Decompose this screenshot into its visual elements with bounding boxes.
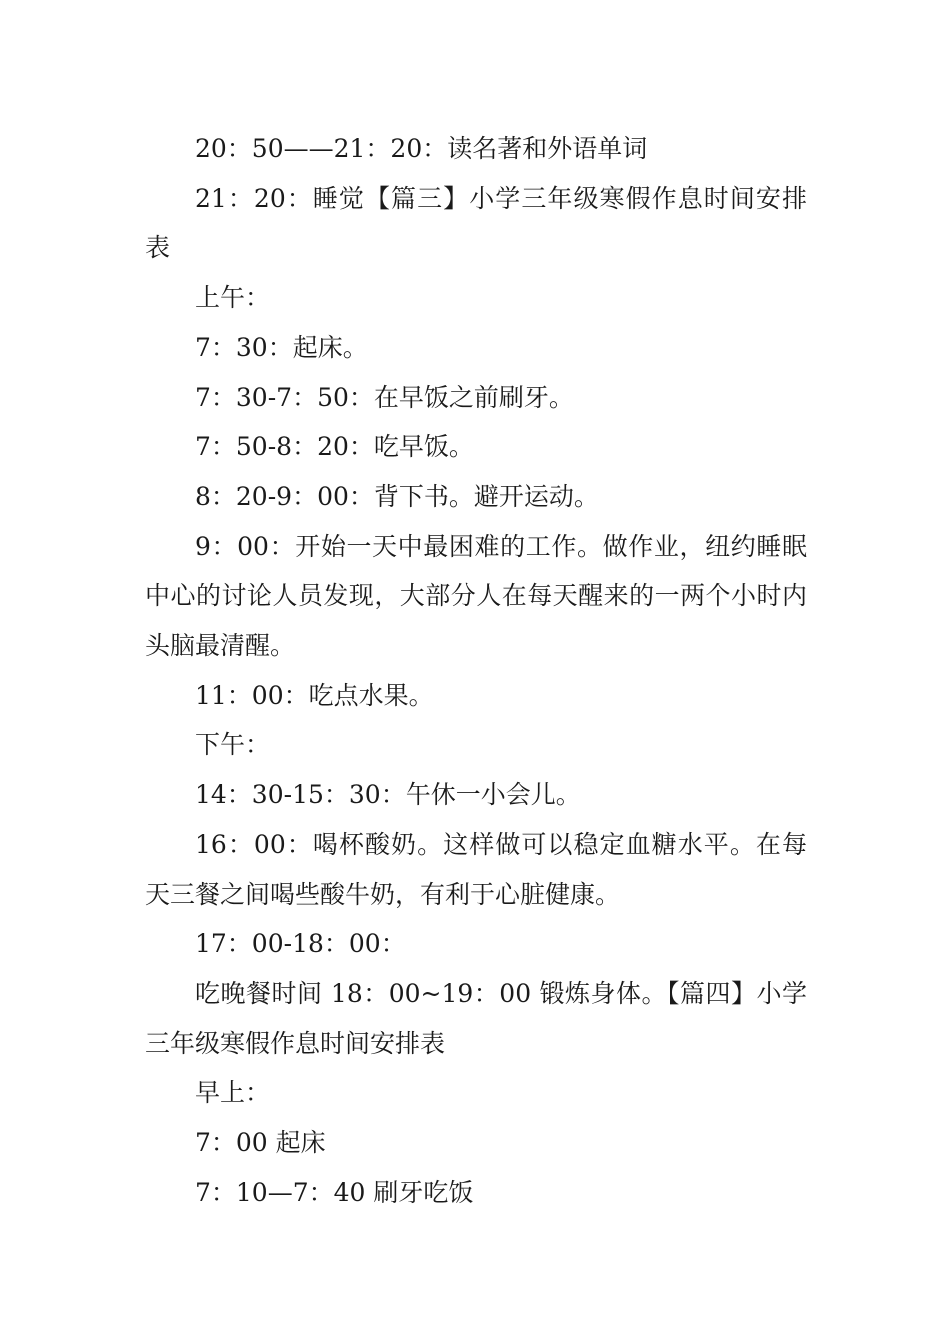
paragraph: 9：00：开始一天中最困难的工作。做作业，纽约睡眠中心的讨论人员发现，大部分人在每天醒来的一两个小时内头脑最清醒。	[145, 531, 807, 661]
paragraph: 7：50-8：20：吃早饭。	[195, 432, 474, 462]
paragraph: 下午：	[195, 730, 271, 760]
paragraph: 早上：	[195, 1078, 271, 1108]
document-body	[145, 124, 807, 1217]
paragraph: 17：00-18：00：	[195, 929, 406, 959]
paragraph: 16：00：喝杯酸奶。这样做可以稳定血糖水平。在每天三餐之间喝些酸牛奶，有利于心脏健康。	[145, 829, 807, 909]
paragraph: 11：00：吃点水果。	[195, 680, 434, 710]
paragraph: 21：20：睡觉【篇三】小学三年级寒假作息时间安排表	[145, 183, 807, 263]
paragraph: 20：50——21：20：读名著和外语单词	[195, 134, 648, 163]
paragraph: 7：30-7：50：在早饭之前刷牙。	[195, 382, 574, 412]
paragraph: 7：00 起床	[195, 1128, 326, 1158]
paragraph: 吃晚餐时间 18：00~19：00 锻炼身体。【篇四】小学三年级寒假作息时间安排表	[145, 978, 807, 1058]
paragraph: 14：30-15：30：午休一小会儿。	[195, 780, 581, 810]
paragraph: 7：10—7：40 刷牙吃饭	[195, 1177, 474, 1207]
paragraph: 上午：	[195, 283, 271, 313]
paragraph: 8：20-9：00：背下书。避开运动。	[195, 481, 599, 511]
paragraph: 7：30：起床。	[195, 332, 368, 362]
